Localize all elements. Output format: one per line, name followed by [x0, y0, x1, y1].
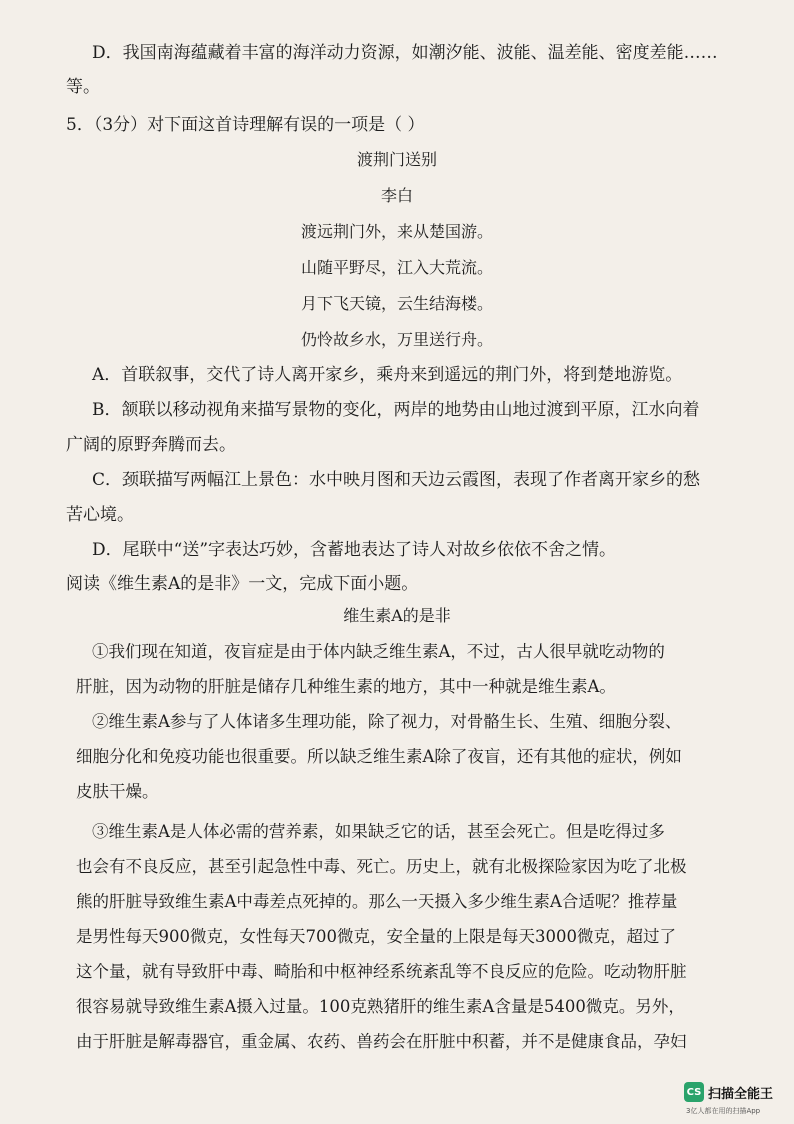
q4-option-d-line2: 等。: [66, 77, 100, 97]
scanner-watermark: [684, 1082, 773, 1102]
camscanner-logo-icon: CS: [684, 1082, 704, 1102]
q5-stem: 5．（3分）对下面这首诗理解有误的一项是（ ）: [66, 115, 425, 135]
poem-title: 渡荆门送别: [356, 150, 437, 169]
article-line: ①我们现在知道，夜盲症是由于体内缺乏维生素A，不过，古人很早就吃动物的: [92, 642, 665, 661]
article-line: ②维生素A参与了人体诸多生理功能，除了视力，对骨骼生长、生殖、细胞分裂、: [92, 712, 682, 731]
q5-option-c-line2: 苦心境。: [66, 505, 134, 525]
poem-author: 李白: [380, 186, 413, 205]
article-line: 也会有不良反应，甚至引起急性中毒、死亡。历史上，就有北极探险家因为吃了北极: [76, 857, 687, 876]
article-line: 肝脏，因为动物的肝脏是储存几种维生素的地方，其中一种就是维生素A。: [76, 677, 616, 696]
article-title: 维生素A的是非: [343, 606, 451, 625]
scanner-app-name: 扫描全能王: [708, 1086, 774, 1102]
poem-line: 仍怜故乡水，万里送行舟。: [300, 330, 493, 349]
q5-option-d: D．尾联中“送”字表达巧妙，含蓄地表达了诗人对故乡依依不舍之情。: [92, 540, 617, 560]
poem-line: 渡远荆门外，来从楚国游。: [300, 222, 493, 241]
scanner-tagline: 3亿人都在用的扫描App: [686, 1107, 761, 1115]
poem-line: 月下飞天镜，云生结海楼。: [300, 294, 493, 313]
q5-option-b-line2: 广阔的原野奔腾而去。: [66, 435, 236, 455]
reading-instruction: 阅读《维生素A的是非》一文，完成下面小题。: [66, 574, 419, 594]
q5-option-c-line1: C．颈联描写两幅江上景色：水中映月图和天边云霞图，表现了作者离开家乡的愁: [92, 470, 701, 490]
article-line: 细胞分化和免疫功能也很重要。所以缺乏维生素A除了夜盲，还有其他的症状，例如: [76, 747, 682, 766]
q5-option-a: A．首联叙事，交代了诗人离开家乡，乘舟来到遥远的荆门外，将到楚地游览。: [92, 365, 683, 385]
poem-line: 山随平野尽，江入大荒流。: [300, 258, 493, 277]
article-line: 这个量，就有导致肝中毒、畸胎和中枢神经系统紊乱等不良反应的危险。吃动物肝脏: [76, 962, 687, 981]
q4-option-d-line1: D．我国南海蕴藏着丰富的海洋动力资源，如潮汐能、波能、温差能、密度差能……: [92, 43, 718, 63]
article-line: 是男性每天900微克，女性每天700微克，安全量的上限是每天3000微克，超过了: [76, 927, 676, 946]
article-line: 很容易就导致维生素A摄入过量。100克熟猪肝的维生素A含量是5400微克。另外，: [76, 997, 685, 1016]
article-line: 熊的肝脏导致维生素A中毒差点死掉的。那么一天摄入多少维生素A合适呢？推荐量: [76, 892, 678, 911]
article-line: 皮肤干燥。: [76, 782, 159, 801]
bleed-through-texture: [60, 68, 754, 108]
article-line: 由于肝脏是解毒器官，重金属、农药、兽药会在肝脏中积蓄，并不是健康食品，孕妇: [76, 1032, 687, 1051]
article-line: ③维生素A是人体必需的营养素，如果缺乏它的话，甚至会死亡。但是吃得过多: [92, 822, 665, 841]
q5-option-b-line1: B．颔联以移动视角来描写景物的变化，两岸的地势由山地过渡到平原，江水向着: [92, 400, 700, 420]
